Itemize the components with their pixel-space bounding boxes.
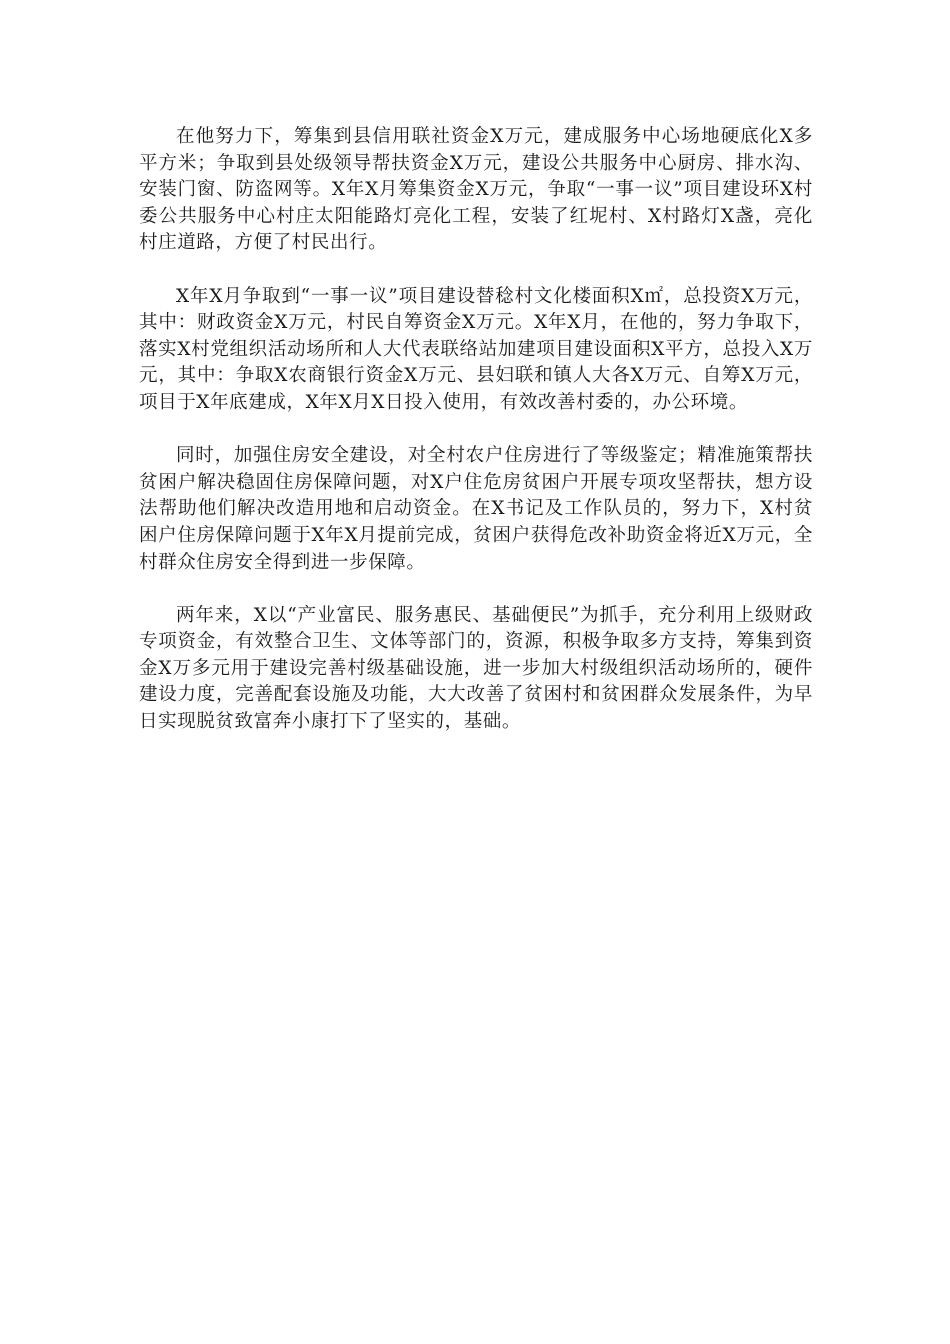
paragraph-2: X年X月争取到“一事一议”项目建设替稔村文化楼面积X㎡，总投资X万元，其中：财政资金X万元，村民自筹资金X万元。X年X月，在他的，努力争取下，落实X村党组织活动场所和人大代表联络站加建项目建设面积X平方，总投入X万元，其中：争取X农商银行资金X万元、县妇联和镇人大各X万元、自筹X万元，项目于X年底建成，X年X月X日投入使用，有效改善村委的，办公环境。	[139, 285, 813, 413]
paragraph-1: 在他努力下，筹集到县信用联社资金X万元，建成服务中心场地硬底化X多平方米；争取到县处级领导帮扶资金X万元，建设公共服务中心厨房、排水沟、安装门窗、防盗网等。X年X月筹集资金X万元，争取“一事一议”项目建设环X村委公共服务中心村庄太阳能路灯亮化工程，安装了红坭村、X村路灯X盏，亮化村庄道路，方便了村民出行。	[139, 126, 813, 254]
paragraph-3: 同时，加强住房安全建设，对全村农户住房进行了等级鉴定；精准施策帮扶贫困户解决稳固住房保障问题，对X户住危房贫困户开展专项攻坚帮扶，想方设法帮助他们解决改造用地和启动资金。在X书记及工作队员的，努力下，X村贫困户住房保障问题于X年X月提前完成，贫困户获得危改补助资金将近X万元，全村群众住房安全得到进一步保障。	[139, 445, 813, 573]
document-body	[139, 124, 813, 762]
paragraph-4: 两年来，X以“产业富民、服务惠民、基础便民”为抓手，充分利用上级财政专项资金，有效整合卫生、文体等部门的，资源，积极争取多方支持，筹集到资金X万多元用于建设完善村级基础设施，进一步加大村级组织活动场所的，硬件建设力度，完善配套设施及功能，大大改善了贫困村和贫困群众发展条件，为早日实现脱贫致富奔小康打下了坚实的，基础。	[139, 604, 813, 733]
